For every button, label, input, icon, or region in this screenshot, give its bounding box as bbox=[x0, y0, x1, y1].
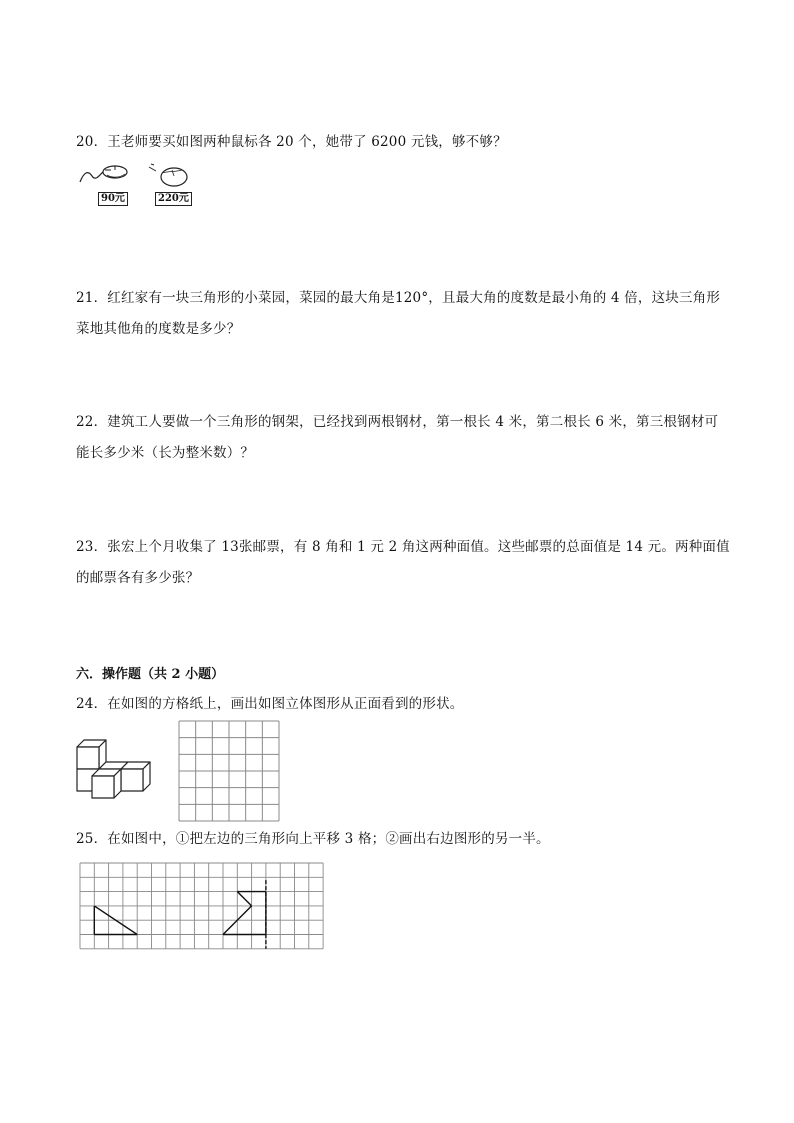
wireless-mouse-icon bbox=[146, 162, 196, 194]
mouse-2-price: 220元 bbox=[155, 192, 192, 206]
question-21-line-2: 菜地其他角的度数是多少？ bbox=[76, 321, 241, 337]
grid-paper-q24[interactable] bbox=[178, 720, 280, 822]
question-25-text: 25．在如图中，①把左边的三角形向上平移 3 格；②画出右边图形的另一半。 bbox=[76, 831, 550, 847]
question-21-line-1: 21．红红家有一块三角形的小菜园，菜园的最大角是120°，且最大角的度数是最小角的 4 倍，这块三角形 bbox=[76, 290, 721, 306]
question-22-line-1: 22．建筑工人要做一个三角形的钢架，已经找到两根钢材，第一根长 4 米，第二根长 6 米，第三根钢材可 bbox=[76, 414, 719, 430]
question-23-line-1: 23．张宏上个月收集了 13张邮票，有 8 角和 1 元 2 角这两种面值。这些邮票的总面值是 14 元。两种面值 bbox=[76, 539, 730, 555]
grid-paper-q25[interactable] bbox=[79, 862, 325, 950]
question-24-text: 24．在如图的方格纸上，画出如图立体图形从正面看到的形状。 bbox=[76, 696, 464, 712]
section-6-title: 六．操作题（共 2 小题） bbox=[76, 667, 225, 682]
wired-mouse-icon bbox=[78, 162, 138, 194]
question-23-line-2: 的邮票各有多少张？ bbox=[76, 570, 200, 586]
question-20-text: 20．王老师要买如图两种鼠标各 20 个，她带了 6200 元钱，够不够？ bbox=[76, 134, 507, 150]
mouse-1-price: 90元 bbox=[98, 192, 128, 206]
question-22-line-2: 能长多少米（长为整米数）？ bbox=[76, 445, 255, 461]
cube-stack-figure bbox=[76, 738, 156, 802]
